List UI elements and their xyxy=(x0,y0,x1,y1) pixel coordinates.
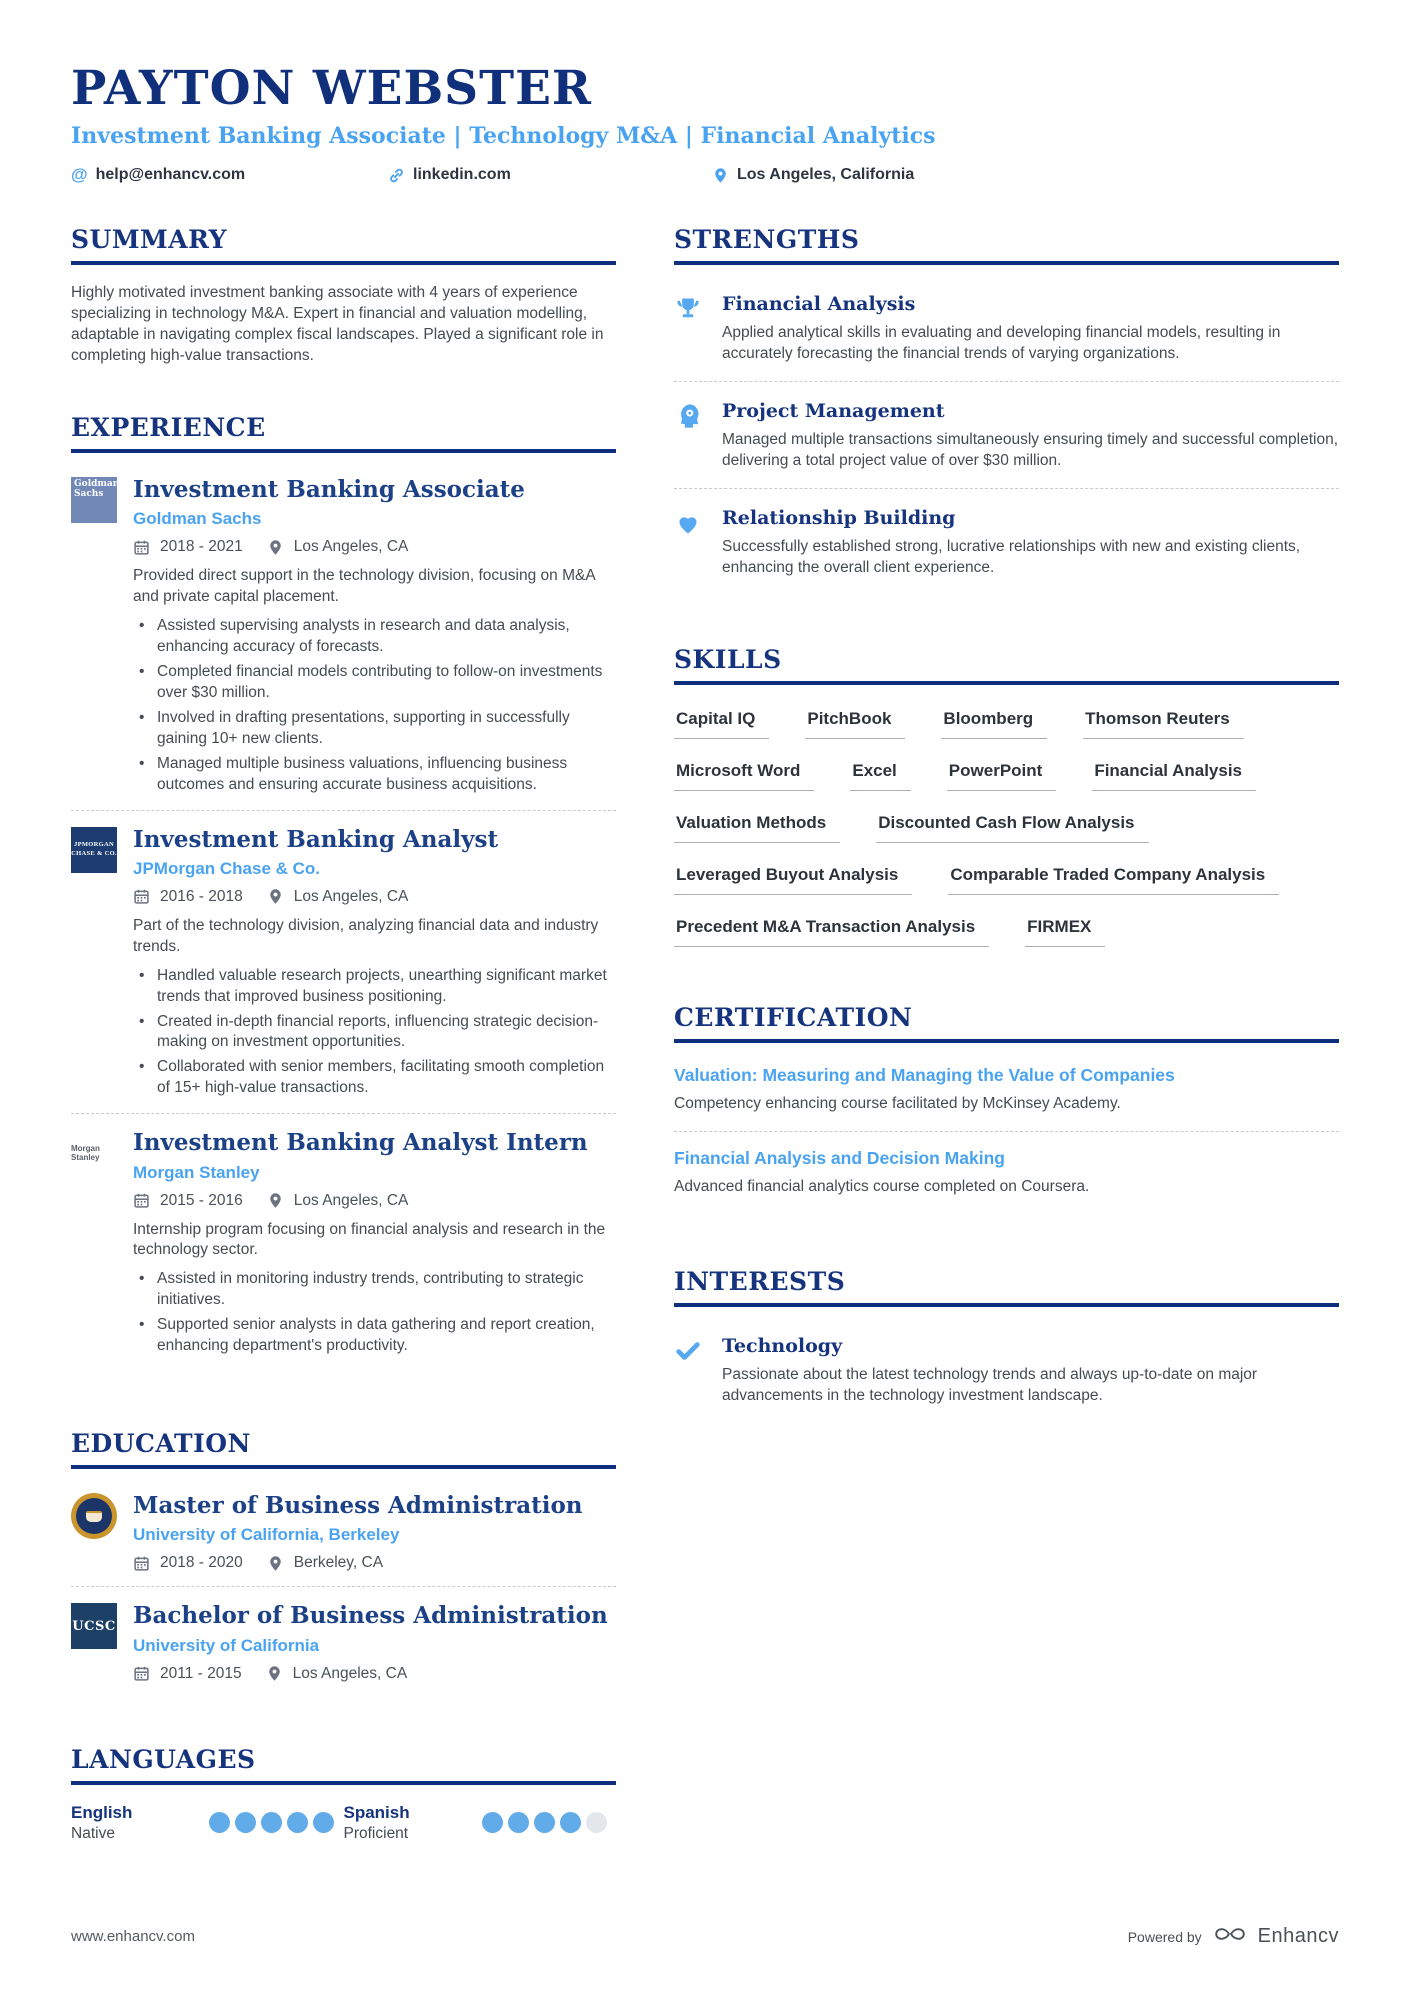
interest-text: Passionate about the latest technology trends and always up-to-date on major advancements in the technology investment landscape. xyxy=(722,1366,1258,1405)
jpmorgan-logo: JPMORGAN CHASE & CO. xyxy=(71,827,117,1100)
education-meta xyxy=(133,1554,616,1572)
person-name: PAYTON WEBSTER xyxy=(71,61,592,116)
school-name: University of California xyxy=(133,1635,320,1655)
education-entry xyxy=(71,1487,616,1586)
pin-icon xyxy=(267,1555,284,1572)
strength-text: Managed multiple transactions simultaneously ensuring timely and successful completion, delivering a total project value of over $30 million. xyxy=(722,431,1339,470)
skill-tag: Discounted Cash Flow Analysis xyxy=(876,813,1148,843)
job-meta xyxy=(133,1192,616,1210)
calendar-icon xyxy=(133,1665,150,1682)
skill-tag: PowerPoint xyxy=(947,761,1057,791)
experience-entry xyxy=(71,471,616,810)
certification-item xyxy=(674,1131,1339,1214)
education-dates: 2018 - 2020 xyxy=(160,1554,243,1572)
interest-title: Technology xyxy=(722,1335,843,1358)
goldman-sachs-logo: Goldman Sachs xyxy=(71,477,117,796)
language-name: English xyxy=(71,1802,133,1822)
strength-title: Project Management xyxy=(722,400,945,423)
trophy-icon xyxy=(674,293,702,365)
bullet: • Completed financial models contributing to follow-on investments over $30 million. xyxy=(133,662,616,704)
email-text: help@enhancv.com xyxy=(95,166,246,184)
experience-heading: EXPERIENCE xyxy=(71,413,616,453)
certification-title: Valuation: Measuring and Managing the Value of Companies xyxy=(674,1064,1175,1085)
bullet: • Involved in drafting presentations, supporting in successfully gaining 10+ new clients. xyxy=(133,708,616,750)
calendar-icon xyxy=(133,539,150,556)
job-location: Los Angeles, CA xyxy=(293,538,409,556)
education-dates: 2011 - 2015 xyxy=(160,1664,242,1682)
interest-item xyxy=(674,1325,1339,1423)
bullet: • Created in-depth financial reports, influencing strategic decision-making on investment opportunities. xyxy=(133,1012,616,1054)
location-pin-icon xyxy=(712,167,729,184)
language-level: Proficient xyxy=(343,1824,409,1842)
calendar-icon xyxy=(133,1192,150,1209)
language-level: Native xyxy=(71,1824,115,1842)
page-footer xyxy=(71,1898,1339,1995)
job-dates: 2015 - 2016 xyxy=(160,1191,243,1209)
certification-text: Advanced financial analytics course completed on Coursera. xyxy=(674,1177,1090,1195)
skill-tag: Financial Analysis xyxy=(1092,761,1256,791)
language-name: Spanish xyxy=(343,1802,410,1822)
education-entry xyxy=(71,1586,616,1696)
skill-tag: Valuation Methods xyxy=(674,813,840,843)
language-proficiency-dots xyxy=(209,1812,334,1833)
degree-title: Master of Business Administration xyxy=(133,1492,583,1520)
contact-row xyxy=(71,165,1339,185)
strength-item xyxy=(674,488,1339,595)
job-bullets xyxy=(133,1269,616,1357)
education-meta xyxy=(133,1665,616,1683)
skill-tag: PitchBook xyxy=(805,709,905,739)
pin-icon xyxy=(266,1665,283,1682)
education-location: Los Angeles, CA xyxy=(292,1664,408,1682)
link-icon xyxy=(388,167,405,184)
enhancv-brand-text[interactable]: Enhancv xyxy=(1257,1925,1339,1947)
summary-section xyxy=(71,225,616,367)
job-bullets xyxy=(133,616,616,795)
enhancv-logo-icon[interactable] xyxy=(1212,1922,1248,1951)
enhancv-site-link[interactable]: www.enhancv.com xyxy=(71,1928,195,1945)
ucsc-logo: UCSC xyxy=(71,1603,117,1682)
calendar-icon xyxy=(133,1555,150,1572)
bullet: • Assisted in monitoring industry trends, contributing to strategic initiatives. xyxy=(133,1269,616,1311)
skill-tag: Capital IQ xyxy=(674,709,769,739)
pin-icon xyxy=(267,1192,284,1209)
language-item xyxy=(71,1803,344,1843)
strengths-section xyxy=(674,225,1339,595)
job-meta xyxy=(133,538,616,556)
certification-text: Competency enhancing course facilitated by McKinsey Academy. xyxy=(674,1094,1121,1112)
education-section xyxy=(71,1429,616,1697)
skills-heading: SKILLS xyxy=(674,645,1339,685)
skills-section xyxy=(674,645,1339,947)
bullet: • Collaborated with senior members, facilitating smooth completion of 15+ high-value transactions. xyxy=(133,1057,616,1099)
languages-heading: LANGUAGES xyxy=(71,1745,616,1785)
summary-text: Highly motivated investment banking associate with 4 years of experience specializing in technology M&A. Expert in financial and valuation modelling, adaptable in navigating complex fiscal landscapes. Played a significant role in completing high-value transactions. xyxy=(71,284,604,365)
strengths-heading: STRENGTHS xyxy=(674,225,1339,265)
skill-tag: Precedent M&A Transaction Analysis xyxy=(674,917,989,947)
skill-tag: Comparable Traded Company Analysis xyxy=(948,865,1279,895)
head-gear-icon xyxy=(674,400,702,472)
experience-entry xyxy=(71,810,616,1114)
pin-icon xyxy=(267,888,284,905)
languages-section xyxy=(71,1745,616,1843)
company-name: Morgan Stanley xyxy=(133,1162,260,1182)
job-title: Investment Banking Associate xyxy=(133,476,525,504)
certification-section xyxy=(674,1003,1339,1214)
skill-tag: Microsoft Word xyxy=(674,761,814,791)
location-item xyxy=(712,166,914,184)
skill-tag: Bloomberg xyxy=(941,709,1047,739)
interests-section xyxy=(674,1267,1339,1423)
heart-icon xyxy=(674,507,702,579)
job-title: Investment Banking Analyst xyxy=(133,825,499,853)
language-proficiency-dots xyxy=(482,1812,607,1833)
job-dates: 2016 - 2018 xyxy=(160,887,243,905)
pin-icon xyxy=(267,539,284,556)
linkedin-link[interactable] xyxy=(388,166,712,184)
job-location: Los Angeles, CA xyxy=(293,887,409,905)
job-bullets xyxy=(133,966,616,1100)
right-column xyxy=(674,225,1339,1888)
skill-tag: Leveraged Buyout Analysis xyxy=(674,865,912,895)
linkedin-text: linkedin.com xyxy=(413,166,511,184)
certification-title: Financial Analysis and Decision Making xyxy=(674,1147,1005,1168)
job-description: Provided direct support in the technology division, focusing on M&A and private capital placement. xyxy=(133,567,595,606)
strength-text: Successfully established strong, lucrative relationships with new and existing clients, enhancing the overall client experience. xyxy=(722,538,1301,576)
uc-berkeley-seal-icon xyxy=(71,1493,117,1572)
calendar-icon xyxy=(133,888,150,905)
job-meta xyxy=(133,888,616,906)
skill-tag: Thomson Reuters xyxy=(1083,709,1244,739)
job-location: Los Angeles, CA xyxy=(293,1191,409,1209)
location-text: Los Angeles, California xyxy=(737,166,915,184)
bullet: • Supported senior analysts in data gathering and report creation, enhancing department's productivity. xyxy=(133,1315,616,1357)
summary-heading: SUMMARY xyxy=(71,225,616,265)
email-link[interactable] xyxy=(71,165,388,185)
email-icon: @ xyxy=(71,165,88,185)
skill-tag: Excel xyxy=(850,761,910,791)
check-icon xyxy=(674,1335,702,1407)
strength-title: Financial Analysis xyxy=(722,293,916,316)
interests-heading: INTERESTS xyxy=(674,1267,1339,1307)
bullet: • Managed multiple business valuations, influencing business outcomes and ensuring accurate business acquisitions. xyxy=(133,754,616,796)
resume-header xyxy=(71,61,1339,185)
school-name: University of California, Berkeley xyxy=(133,1525,400,1545)
job-description: Part of the technology division, analyzing financial data and industry trends. xyxy=(133,916,599,955)
company-name: JPMorgan Chase & Co. xyxy=(133,858,321,878)
certification-item xyxy=(674,1061,1339,1131)
powered-by-label: Powered by xyxy=(1127,1928,1202,1945)
strength-item xyxy=(674,283,1339,381)
language-item xyxy=(344,1803,617,1843)
bullet: • Assisted supervising analysts in research and data analysis, enhancing accuracy of forecasts. xyxy=(133,616,616,658)
job-dates: 2018 - 2021 xyxy=(160,538,243,556)
company-name: Goldman Sachs xyxy=(133,509,262,529)
job-description: Internship program focusing on financial analysis and research in the technology sector. xyxy=(133,1220,606,1259)
bullet: • Handled valuable research projects, unearthing significant market trends that improved business positioning. xyxy=(133,966,616,1008)
strength-text: Applied analytical skills in evaluating and developing financial models, resulting in accurately forecasting the financial trends of varying organizations. xyxy=(722,324,1281,363)
skills-list xyxy=(674,703,1339,947)
certification-heading: CERTIFICATION xyxy=(674,1003,1339,1043)
education-location: Berkeley, CA xyxy=(293,1554,384,1572)
strength-item xyxy=(674,381,1339,488)
headline: Investment Banking Associate | Technology M&A | Financial Analytics xyxy=(71,123,936,150)
experience-entry xyxy=(71,1113,616,1371)
education-heading: EDUCATION xyxy=(71,1429,616,1469)
experience-section xyxy=(71,413,616,1371)
skill-tag: FIRMEX xyxy=(1025,917,1105,947)
strength-title: Relationship Building xyxy=(722,507,956,530)
morgan-stanley-logo: Morgan Stanley xyxy=(71,1144,100,1163)
job-title: Investment Banking Analyst Intern xyxy=(133,1129,588,1157)
degree-title: Bachelor of Business Administration xyxy=(133,1602,608,1630)
left-column xyxy=(71,225,616,1888)
